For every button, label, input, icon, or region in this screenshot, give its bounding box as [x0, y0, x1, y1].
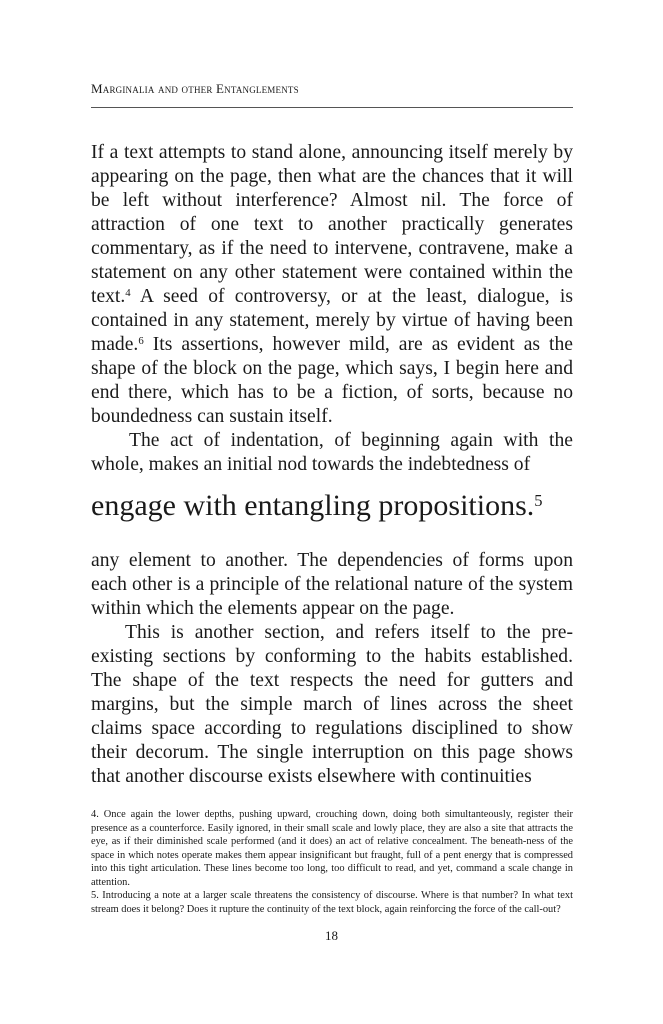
page-number: 18	[325, 928, 338, 943]
paragraph-4: This is another section, and refers itself to the pre-existing sections by conforming to the habits established. The shape of the text respects the need for gutters and margins, but the simple march of lines across the sheet claims space according to regulations disciplined to show their decorum. The single interruption on this page shows that another discourse exists elsewhere with continuities	[91, 622, 573, 787]
pullquote-text: engage with entangling propositions.	[91, 489, 535, 522]
footnote-ref-6[interactable]: 6	[138, 335, 144, 348]
footnotes	[91, 808, 573, 916]
paragraph-2: The act of indentation, of beginning again with the whole, makes an initial nod towards the indebtedness of	[91, 430, 573, 475]
footnote-4: 4. Once again the lower depths, pushing upward, crouching down, doing both simultanteously, register their presence as a counterforce. Easily ignored, in their small scale and lowly place, they are also a site that attracts the eye, as if their diminished scale performed (and it does) an act of relative concealment. The beneath-ness of the space in which notes operate makes them appear insignificant but fraught, full of a pent energy that is compressed into this tight articulation. These lines become too long, too difficult to read, and yet, command a scale change in attention.	[91, 809, 573, 888]
paragraph-1-text-a: If a text attempts to stand alone, announcing itself merely by appearing on the page, then what are the chances that it will be left without interference? Almost nil. The force of attraction of one text to another practically generates commentary, as if the need to intervene, contravene, make a statement on any other statement were contained within the text.	[91, 142, 573, 307]
footnote-ref-5[interactable]: 5	[534, 490, 543, 510]
footnote-5: 5. Introducing a note at a larger scale threatens the consistency of discourse. Where is that number? In what text stream does it belong? Does it rupture the continuity of the text block, again reinforcing the force of the call-out?	[91, 890, 573, 915]
paragraph-1-text-b: A seed of controversy, or at the least, dialogue, is contained in any statement, merely by virtue of having been made.	[91, 286, 573, 355]
paragraph-3: any element to another. The dependencies of forms upon each other is a principle of the relational nature of the system within which the elements appear on the page.	[91, 550, 573, 619]
footnote-ref-4[interactable]: 4	[125, 287, 131, 300]
paragraph-1	[91, 141, 573, 429]
pullquote	[91, 487, 573, 525]
running-header: Marginalia and other Entanglements	[91, 81, 299, 96]
header-rule	[91, 107, 573, 108]
paragraph-1-text-c: Its assertions, however mild, are as evident as the shape of the block on the page, which says, I begin here and end there, which has to be a fiction, of sorts, because no boundedness can sustain itself.	[91, 334, 573, 427]
